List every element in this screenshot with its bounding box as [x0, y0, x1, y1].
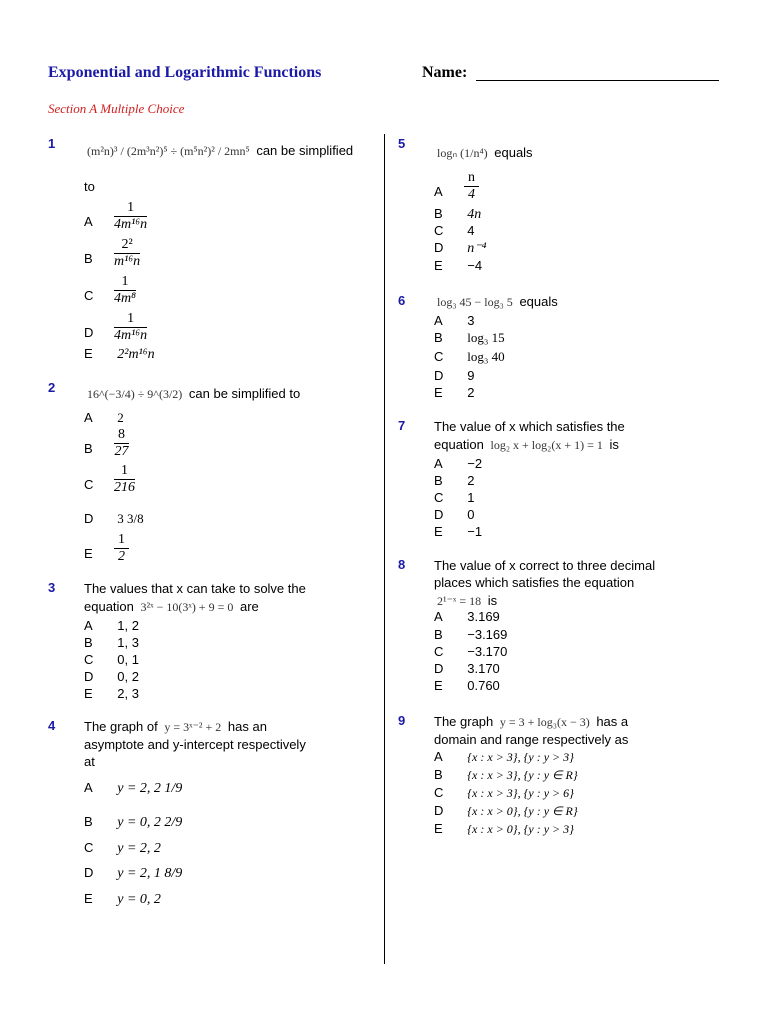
question-text — [84, 718, 267, 736]
option-letter: A — [434, 313, 443, 328]
option-letter: D — [434, 661, 444, 676]
option-letter: C — [434, 223, 444, 238]
option-value: n⁻⁴ — [467, 241, 487, 256]
option-value: 0.760 — [467, 678, 500, 693]
question-number: 6 — [398, 293, 406, 308]
option-fraction — [114, 311, 147, 344]
option-letter: B — [84, 441, 93, 456]
question-number: 3 — [48, 580, 56, 595]
option-letter: C — [434, 349, 444, 364]
numerator: 1 — [114, 463, 135, 480]
option-d[interactable] — [434, 803, 578, 819]
question-expression: y = 3ˣ⁻² + 2 — [164, 720, 222, 734]
option-value: {x : x > 3}, {y : y > 6} — [467, 786, 574, 800]
option-letter: C — [84, 288, 94, 303]
option-value: 2 — [467, 473, 475, 488]
question-expression: y = 3 + log₃(x − 3) — [499, 715, 590, 729]
option-letter: B — [84, 251, 93, 266]
option-value: {x : x > 0}, {y : y ∈ R} — [467, 804, 578, 818]
denominator: 27 — [114, 444, 129, 459]
question-text-part: equals — [519, 294, 558, 309]
question-text — [434, 144, 533, 162]
option-value: y = 0, 2 — [117, 892, 161, 907]
option-value: 4n — [467, 207, 482, 222]
question-text-line-2: places which satisfies the equation — [434, 575, 635, 590]
option-c[interactable] — [84, 840, 161, 857]
option-d[interactable] — [84, 865, 182, 882]
question-expression: log₃ 45 − log₃ 5 — [437, 295, 513, 309]
option-letter: A — [84, 618, 93, 633]
option-value: 2 — [467, 385, 475, 400]
option-letter: B — [84, 814, 93, 829]
question-text-part: can be simplified — [256, 143, 354, 158]
question-text-line-2 — [84, 598, 259, 616]
question-expression: logₙ (1/n⁴) — [437, 146, 488, 160]
option-value: {x : x > 0}, {y : y > 3} — [467, 822, 574, 836]
option-fraction — [114, 427, 129, 460]
option-letter: A — [434, 609, 443, 624]
option-e[interactable] — [434, 524, 482, 540]
denominator: 4 — [468, 187, 475, 202]
question-text-line-3: at — [84, 754, 95, 769]
option-value: 1, 2 — [117, 618, 139, 633]
option-letter: E — [434, 524, 443, 539]
option-letter: D — [434, 240, 444, 255]
option-e[interactable] — [434, 385, 474, 401]
option-letter: E — [434, 678, 443, 693]
question-text-part: The graph — [434, 714, 494, 729]
question-text-part: equation — [434, 437, 484, 452]
option-letter: D — [84, 865, 94, 880]
option-c[interactable] — [84, 652, 139, 668]
option-c[interactable] — [434, 223, 474, 239]
option-letter: A — [84, 410, 93, 425]
option-a[interactable] — [84, 618, 139, 634]
option-b[interactable] — [434, 206, 481, 223]
option-fraction — [114, 200, 147, 233]
option-e[interactable] — [434, 678, 500, 694]
question-text-part: equation — [84, 599, 134, 614]
option-value: −1 — [467, 524, 483, 539]
option-value: y = 2, 1 8/9 — [117, 866, 183, 881]
option-value: 2 — [117, 410, 124, 425]
denominator: 216 — [114, 480, 135, 495]
question-text-part: has a — [596, 714, 629, 729]
option-value: −2 — [467, 456, 483, 471]
option-letter: D — [84, 669, 94, 684]
question-text — [434, 713, 628, 731]
question-text-line-2: to — [84, 179, 95, 194]
option-value: 1, 3 — [117, 635, 139, 650]
option-value: 2²m¹⁶n — [117, 347, 155, 362]
section-heading: Section A Multiple Choice — [48, 101, 185, 116]
option-c[interactable] — [84, 274, 136, 306]
numerator: 1 — [114, 274, 136, 291]
option-letter: C — [84, 840, 94, 855]
option-value: log₃ 40 — [467, 349, 505, 364]
option-letter: A — [434, 184, 443, 199]
option-letter: B — [434, 206, 443, 221]
option-letter: A — [84, 214, 93, 229]
question-text — [84, 142, 353, 160]
option-b[interactable] — [434, 627, 507, 643]
option-c[interactable] — [434, 785, 574, 801]
option-letter: E — [434, 258, 443, 273]
option-value: y = 2, 2 — [117, 841, 161, 856]
option-letter: B — [84, 635, 93, 650]
numerator: 1 — [114, 200, 147, 217]
question-text-line-2: asymptote and y-intercept respectively — [84, 737, 306, 752]
option-e[interactable] — [434, 821, 574, 837]
option-letter: B — [434, 627, 443, 642]
option-letter: E — [84, 686, 93, 701]
option-value: y = 2, 2 1/9 — [117, 781, 183, 796]
option-letter: B — [434, 767, 443, 782]
question-text-part: equals — [494, 145, 533, 160]
option-a[interactable] — [84, 780, 182, 797]
question-text — [434, 293, 558, 311]
option-value: 2, 3 — [117, 686, 139, 701]
option-b[interactable] — [434, 330, 505, 346]
option-b[interactable] — [84, 635, 139, 651]
column-divider — [384, 134, 385, 964]
option-a[interactable] — [434, 170, 475, 202]
question-number: 2 — [48, 380, 56, 395]
option-letter: D — [84, 511, 94, 526]
question-text: The value of x correct to three decimal — [434, 558, 656, 573]
option-letter: C — [84, 652, 94, 667]
question-text-part: is — [487, 593, 498, 608]
option-e[interactable] — [84, 532, 125, 564]
denominator: 2 — [118, 549, 125, 564]
option-fraction — [464, 170, 479, 203]
page-header — [48, 64, 728, 90]
denominator: 4m¹⁶n — [114, 328, 148, 343]
option-e[interactable] — [84, 891, 161, 908]
option-value: y = 0, 2 2/9 — [117, 815, 183, 830]
question-text-part: can be simplified to — [188, 386, 301, 401]
option-value: 3.170 — [467, 661, 500, 676]
option-d[interactable] — [84, 311, 148, 343]
numerator: 2² — [114, 237, 140, 254]
numerator: 8 — [114, 427, 129, 444]
option-letter: E — [84, 891, 93, 906]
name-field-line[interactable] — [476, 80, 719, 81]
option-b[interactable] — [84, 427, 129, 459]
question-number: 1 — [48, 136, 56, 151]
name-label: Name: — [422, 64, 468, 81]
option-letter: E — [84, 546, 93, 561]
denominator: 4m¹⁶n — [114, 217, 148, 232]
numerator: n — [464, 170, 479, 187]
option-fraction — [114, 237, 140, 270]
option-value: 0, 2 — [117, 669, 139, 684]
question-text-line-2 — [434, 436, 619, 454]
option-letter: B — [434, 330, 443, 345]
question-text-part: has an — [227, 719, 267, 734]
denominator: 4m⁸ — [114, 291, 136, 306]
option-e[interactable] — [434, 258, 482, 274]
option-d[interactable] — [434, 368, 474, 384]
option-fraction — [114, 532, 129, 565]
question-text-part: The graph of — [84, 719, 158, 734]
option-letter: D — [84, 325, 94, 340]
option-value: {x : x > 3}, {y : y ∈ R} — [467, 768, 578, 782]
option-a[interactable] — [434, 313, 474, 329]
question-text: The values that x can take to solve the — [84, 581, 306, 596]
option-value: log₃ 15 — [467, 330, 505, 345]
option-a[interactable] — [434, 456, 482, 472]
question-text-part: is — [609, 437, 619, 452]
option-value: 4 — [467, 223, 475, 238]
option-value: 0 — [467, 507, 475, 522]
option-d[interactable] — [84, 669, 139, 685]
option-value: −3.169 — [467, 627, 508, 642]
option-value: {x : x > 3}, {y : y > 3} — [467, 750, 574, 764]
option-letter: C — [434, 490, 444, 505]
question-expression: 3²ˣ − 10(3ˣ) + 9 = 0 — [140, 600, 234, 614]
numerator: 1 — [114, 532, 129, 549]
option-d[interactable] — [434, 661, 500, 677]
option-d[interactable] — [84, 511, 144, 527]
question-number: 4 — [48, 718, 56, 733]
question-expression: log₂ x + log₂(x + 1) = 1 — [490, 438, 603, 452]
option-a[interactable] — [84, 200, 148, 232]
option-b[interactable] — [434, 767, 578, 783]
option-value: 3 — [467, 313, 475, 328]
option-letter: C — [434, 785, 444, 800]
option-value: 1 — [467, 490, 475, 505]
option-value: 3.169 — [467, 609, 500, 624]
option-e[interactable] — [84, 686, 139, 702]
option-letter: E — [434, 821, 443, 836]
option-letter: C — [434, 644, 444, 659]
question-number: 9 — [398, 713, 406, 728]
question-expression: 16^(−3/4) ÷ 9^(3/2) — [87, 387, 183, 401]
question-text: The value of x which satisfies the — [434, 419, 625, 434]
option-letter: D — [434, 368, 444, 383]
option-fraction — [114, 463, 135, 496]
option-letter: D — [434, 803, 444, 818]
option-value: 3 3/8 — [117, 511, 144, 526]
option-value: −3.170 — [467, 644, 508, 659]
question-expression: (m²n)³ / (2m³n²)⁵ ÷ (m⁵n²)² / 2mn⁵ — [87, 144, 250, 158]
option-a[interactable] — [434, 609, 500, 625]
option-e[interactable] — [84, 346, 155, 363]
question-number: 7 — [398, 418, 406, 433]
option-b[interactable] — [84, 237, 141, 269]
option-b[interactable] — [434, 473, 474, 489]
option-letter: E — [434, 385, 443, 400]
numerator: 1 — [114, 311, 147, 328]
page-title: Exponential and Logarithmic Functions — [48, 64, 322, 81]
option-c[interactable] — [434, 644, 507, 660]
option-letter: A — [84, 780, 93, 795]
option-letter: B — [434, 473, 443, 488]
option-c[interactable] — [84, 463, 135, 495]
option-b[interactable] — [84, 814, 182, 831]
option-a[interactable] — [84, 410, 124, 426]
question-expression: 2¹⁻ˣ = 18 — [437, 594, 482, 608]
question-text-line-2: domain and range respectively as — [434, 732, 629, 747]
option-value: −4 — [467, 258, 483, 273]
option-letter: D — [434, 507, 444, 522]
option-value: 0, 1 — [117, 652, 139, 667]
option-fraction — [114, 274, 136, 307]
option-c[interactable] — [434, 490, 474, 506]
option-letter: C — [84, 477, 94, 492]
question-number: 5 — [398, 136, 406, 151]
option-d[interactable] — [434, 240, 487, 257]
question-number: 8 — [398, 557, 406, 572]
option-c[interactable] — [434, 349, 505, 365]
question-text-line-3 — [434, 592, 497, 610]
option-value: 9 — [467, 368, 475, 383]
option-letter: A — [434, 456, 443, 471]
denominator: m¹⁶n — [114, 254, 141, 269]
option-a[interactable] — [434, 749, 574, 765]
option-letter: E — [84, 346, 93, 361]
question-text — [84, 385, 300, 403]
option-letter: A — [434, 749, 443, 764]
option-d[interactable] — [434, 507, 474, 523]
question-text-part: are — [239, 599, 259, 614]
